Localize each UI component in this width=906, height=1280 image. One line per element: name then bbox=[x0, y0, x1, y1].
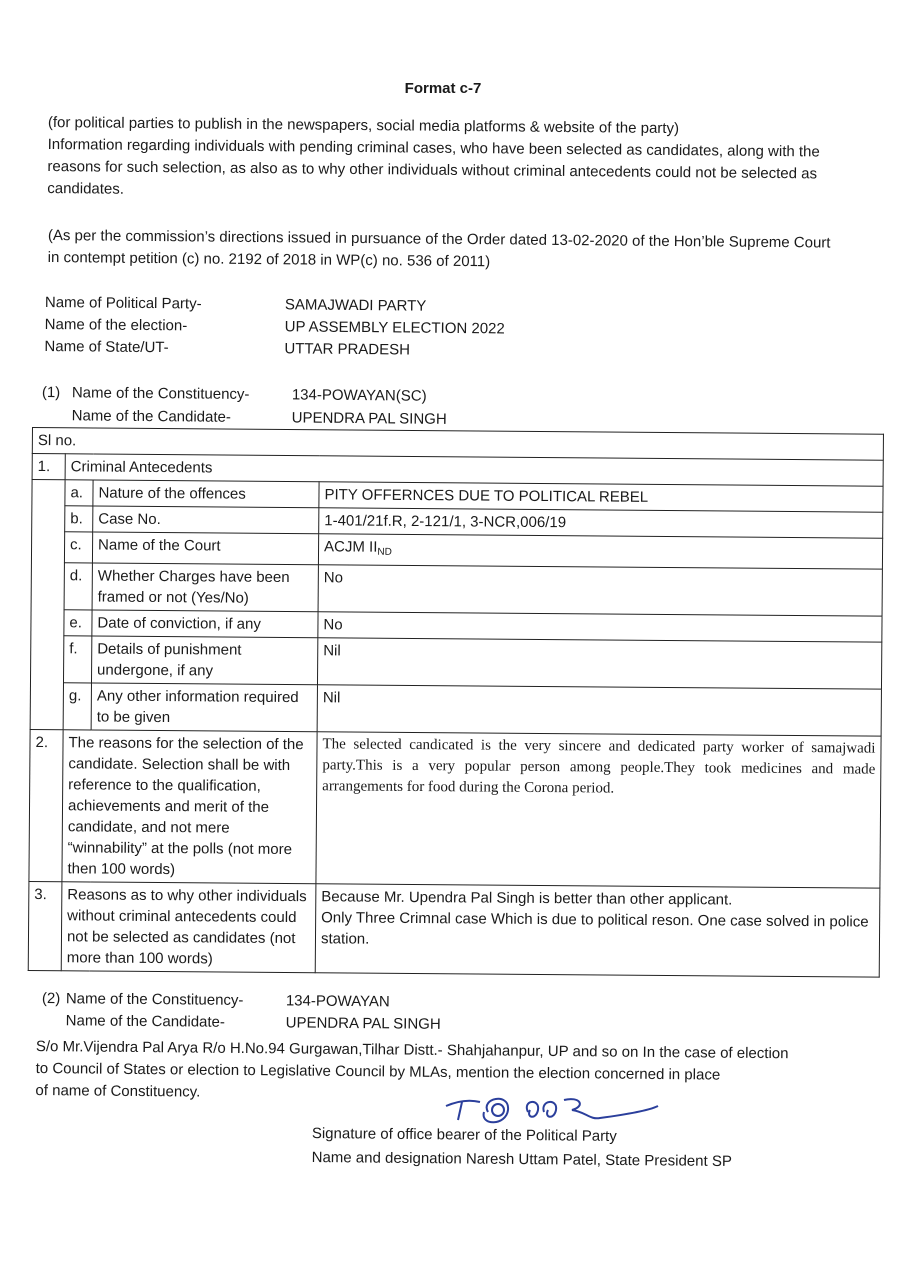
signature-block bbox=[312, 1122, 872, 1175]
address-line: to Council of States or election to Legislative Council by MLAs, mention the election concerned in place bbox=[35, 1059, 721, 1084]
other-candidates-reason bbox=[315, 884, 880, 977]
section1-constituency-value: 134-POWAYAN(SC) bbox=[291, 386, 427, 405]
party-value: SAMAJWADI PARTY bbox=[284, 296, 427, 315]
signature-label: Signature of office bearer of the Political Party bbox=[311, 1124, 617, 1145]
section2-header bbox=[42, 988, 642, 1038]
party-label: Name of Political Party- bbox=[44, 293, 202, 313]
election-value: UP ASSEMBLY ELECTION 2022 bbox=[284, 318, 505, 338]
sub-row-value: No bbox=[318, 565, 882, 616]
election-label: Name of the election- bbox=[44, 315, 188, 335]
row-number: 2. bbox=[29, 729, 63, 881]
sub-row-value: Nil bbox=[317, 638, 881, 689]
reason-line: Only Three Crimnal case Which is due to political reson. One case solved in police station. bbox=[320, 909, 869, 948]
court-suffix: ND bbox=[377, 546, 392, 558]
sub-row-letter: e. bbox=[64, 610, 92, 636]
sub-row-value: No bbox=[318, 612, 882, 642]
intro-line: reasons for such selection, as also as to why other individuals without criminal antecedents could not be selected as bbox=[47, 157, 818, 183]
designation-label: Name and designation Naresh Uttam Patel, State President SP bbox=[311, 1148, 732, 1171]
section1-candidate-value: UPENDRA PAL SINGH bbox=[291, 409, 447, 428]
intro-line: (for political parties to publish in the newspapers, social media platforms & website of the party) bbox=[47, 113, 680, 138]
state-value: UTTAR PRADESH bbox=[284, 340, 411, 359]
sub-row-value-cell bbox=[318, 534, 882, 569]
selection-reason: The selected candicated is the very sincere and dedicated party worker of samajwadi party.This is a very popular person among people.They took medicines and made arrangements for food during the Corona period. bbox=[316, 732, 881, 888]
row-number: 3. bbox=[28, 881, 62, 970]
criminal-antecedents-table bbox=[28, 427, 884, 978]
court-name: ACJM II bbox=[324, 538, 378, 556]
table-sub-row bbox=[30, 682, 881, 736]
sub-row-letter: c. bbox=[64, 532, 92, 563]
sub-row-value: PITY OFFERNCES DUE TO POLITICAL REBEL bbox=[319, 482, 883, 512]
section1-constituency-label: Name of the Constituency- bbox=[71, 384, 250, 403]
section2-number: (2) bbox=[41, 989, 61, 1008]
directions-line: in contempt petition (c) no. 2192 of 2018 in WP(c) no. 536 of 2011) bbox=[47, 248, 491, 271]
section2-candidate-value: UPENDRA PAL SINGH bbox=[285, 1014, 441, 1033]
intro-paragraph bbox=[47, 112, 898, 208]
sub-row-label: Whether Charges have been framed or not (Yes/No) bbox=[92, 563, 318, 612]
section2-candidate-label: Name of the Candidate- bbox=[65, 1012, 226, 1031]
sub-row-label: Name of the Court bbox=[92, 532, 318, 565]
sub-row-letter: g. bbox=[63, 683, 91, 730]
sub-row-letter: f. bbox=[63, 636, 91, 683]
sub-row-label: Any other information required to be given bbox=[91, 683, 317, 732]
section2-constituency-value: 134-POWAYAN bbox=[285, 992, 390, 1011]
table-row bbox=[28, 881, 880, 977]
intro-line: Information regarding individuals with pending criminal cases, who have been selected as candidates, along with the bbox=[47, 135, 820, 161]
sub-row-value: Nil bbox=[317, 685, 881, 736]
address-line: S/o Mr.Vijendra Pal Arya R/o H.No.94 Gurgawan,Tilhar Distt.- Shahjahanpur, UP and so on In the case of election bbox=[35, 1037, 789, 1063]
address-line: of name of Constituency. bbox=[35, 1081, 201, 1101]
sub-row-letter: d. bbox=[64, 563, 92, 610]
directions-line: (As per the commission’s directions issued in pursuance of the Order dated 13-02-2020 of the Hon’ble Supreme Court bbox=[47, 226, 831, 252]
row-number: 1. bbox=[32, 454, 65, 480]
row-label: The reasons for the selection of the candidate. Selection shall be with reference to the qualification, achievements and merit of the candidate, and not mere “winnability” at the polls (not more then 100 words) bbox=[62, 730, 317, 884]
section2-constituency-label: Name of the Constituency- bbox=[65, 990, 244, 1009]
sub-row-label: Nature of the offences bbox=[93, 480, 319, 508]
sub-row-value: 1-401/21f.R, 2-121/1, 3-NCR,006/19 bbox=[319, 508, 883, 538]
row-label: Reasons as to why other individuals without criminal antecedents could not be selected as candidates (not more than 100 words) bbox=[61, 882, 316, 973]
document-title: Format c-7 bbox=[404, 80, 482, 97]
table-sub-row bbox=[30, 635, 881, 689]
table-row bbox=[29, 729, 881, 888]
blank-cell bbox=[30, 480, 65, 730]
sub-row-label: Date of conviction, if any bbox=[92, 610, 318, 638]
sub-row-letter: a. bbox=[65, 480, 93, 506]
sl-no-header: Sl no. bbox=[32, 428, 883, 461]
reason-line: Because Mr. Upendra Pal Singh is better than other applicant. bbox=[321, 888, 733, 909]
section1-header bbox=[42, 381, 642, 433]
directions-paragraph bbox=[48, 225, 898, 277]
sub-row-label: Details of punishment undergone, if any bbox=[91, 636, 317, 685]
sub-row-label: Case No. bbox=[93, 506, 319, 534]
section1-number: (1) bbox=[41, 383, 61, 402]
party-info bbox=[44, 292, 645, 364]
state-label: Name of State/UT- bbox=[44, 337, 169, 357]
intro-line: candidates. bbox=[47, 179, 125, 198]
row-title: Criminal Antecedents bbox=[65, 454, 883, 486]
section1-candidate-label: Name of the Candidate- bbox=[71, 407, 232, 426]
sub-row-letter: b. bbox=[65, 506, 93, 532]
table-sub-row bbox=[31, 562, 882, 616]
